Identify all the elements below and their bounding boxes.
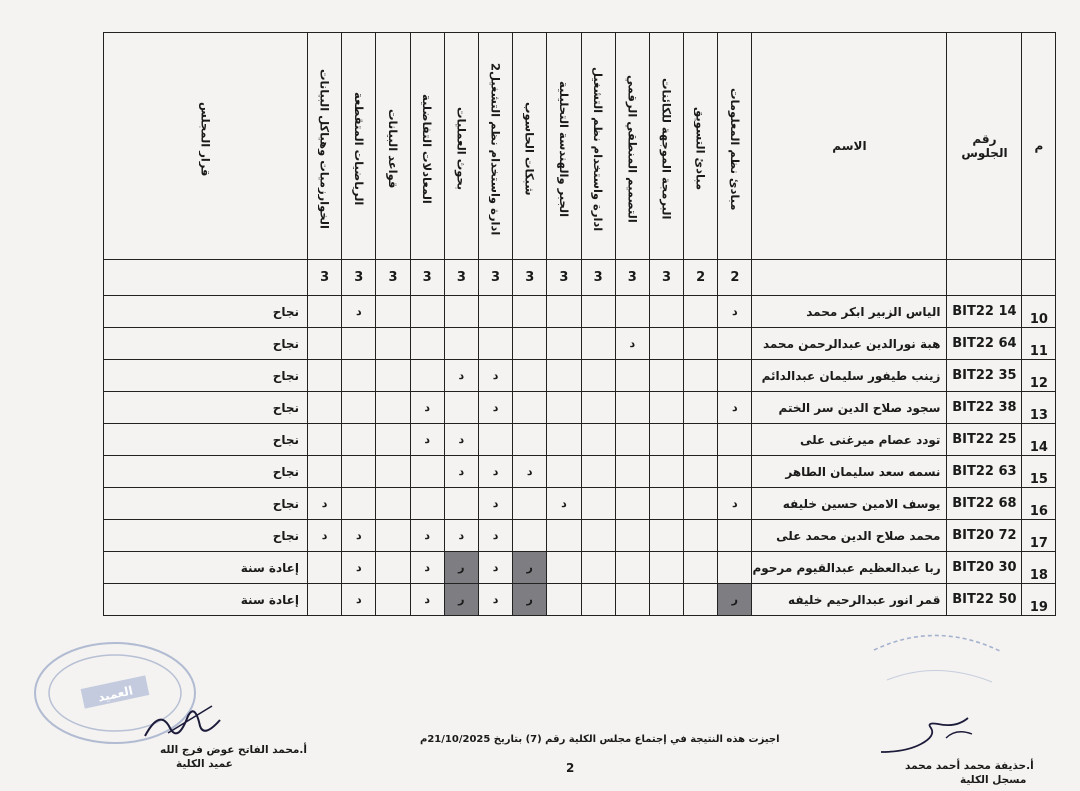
grade-cell xyxy=(615,296,649,328)
credits-blank xyxy=(947,260,1022,296)
grade-cell xyxy=(684,488,718,520)
grade-cell xyxy=(547,392,581,424)
table-row xyxy=(104,392,1056,424)
decision-cell: نجاح xyxy=(104,520,308,552)
grade-cell xyxy=(308,328,342,360)
subject-header: البرمجة الموجهة للكائنات xyxy=(649,33,683,260)
credit-hours: 3 xyxy=(649,260,683,296)
subject-header: مبادئ نظم المعلومات xyxy=(718,33,752,260)
grade-cell xyxy=(547,424,581,456)
grade-cell xyxy=(684,552,718,584)
grade-cell xyxy=(649,424,683,456)
grade-cell xyxy=(718,328,752,360)
student-name: قمر انور عبدالرحيم خليفه xyxy=(752,584,947,616)
student-name: يوسف الامين حسين خليفه xyxy=(752,488,947,520)
grade-cell: د xyxy=(478,584,512,616)
grade-cell: ر xyxy=(513,552,547,584)
grade-cell: د xyxy=(308,520,342,552)
grade-cell xyxy=(649,552,683,584)
grade-cell: د xyxy=(444,456,478,488)
seat-number: BIT22 63 xyxy=(947,456,1022,488)
grade-cell: د xyxy=(547,488,581,520)
grade-cell xyxy=(513,520,547,552)
grade-cell: د xyxy=(478,552,512,584)
decision-header: قرار المجلس xyxy=(104,33,308,260)
registrar-name: أ.حذيفة محمد أحمد محمد xyxy=(905,760,1034,772)
decision-cell: نجاح xyxy=(104,296,308,328)
grade-cell xyxy=(547,328,581,360)
credit-hours: 2 xyxy=(684,260,718,296)
grade-cell xyxy=(308,296,342,328)
grade-cell xyxy=(376,328,410,360)
header-row xyxy=(104,33,1056,260)
credit-hours: 3 xyxy=(342,260,376,296)
grade-cell xyxy=(478,296,512,328)
grade-cell xyxy=(649,520,683,552)
grade-cell xyxy=(513,328,547,360)
grade-cell xyxy=(684,584,718,616)
grade-cell: د xyxy=(478,392,512,424)
grade-cell xyxy=(342,328,376,360)
grade-cell xyxy=(615,360,649,392)
table-row xyxy=(104,584,1056,616)
grade-cell xyxy=(581,488,615,520)
grade-cell: د xyxy=(444,360,478,392)
grade-cell: د xyxy=(615,328,649,360)
grade-cell: د xyxy=(410,424,444,456)
grade-cell xyxy=(581,360,615,392)
row-index: 19 xyxy=(1022,584,1056,616)
grade-cell xyxy=(376,488,410,520)
decision-cell: نجاح xyxy=(104,456,308,488)
credits-blank xyxy=(104,260,308,296)
grade-cell xyxy=(581,392,615,424)
row-index: 12 xyxy=(1022,360,1056,392)
seat-number: BIT22 68 xyxy=(947,488,1022,520)
credit-hours: 3 xyxy=(547,260,581,296)
credit-hours: 3 xyxy=(410,260,444,296)
grade-cell xyxy=(513,392,547,424)
grade-cell xyxy=(649,456,683,488)
student-name: ربا عبدالعظيم عبدالقيوم مرحوم xyxy=(752,552,947,584)
credits-row xyxy=(104,260,1056,296)
grade-cell xyxy=(376,520,410,552)
student-name: نسمه سعد سليمان الطاهر xyxy=(752,456,947,488)
results-table xyxy=(103,32,1056,616)
grade-cell xyxy=(684,296,718,328)
stamp-label: العميد xyxy=(96,683,135,705)
grade-cell xyxy=(581,552,615,584)
credit-hours: 3 xyxy=(376,260,410,296)
student-name: سجود صلاح الدين سر الختم xyxy=(752,392,947,424)
grade-cell xyxy=(444,296,478,328)
decision-cell: نجاح xyxy=(104,328,308,360)
grade-cell xyxy=(308,456,342,488)
grade-cell xyxy=(376,296,410,328)
subject-header: الرياضيات المتقطعة xyxy=(342,33,376,260)
credit-hours: 3 xyxy=(478,260,512,296)
grade-cell xyxy=(308,584,342,616)
seat-header: رقم الجلوس xyxy=(947,33,1022,260)
grade-cell xyxy=(376,552,410,584)
credit-hours: 2 xyxy=(718,260,752,296)
grade-cell: د xyxy=(410,520,444,552)
grade-cell xyxy=(444,392,478,424)
grade-cell xyxy=(308,360,342,392)
grade-cell xyxy=(649,296,683,328)
grade-cell xyxy=(342,424,376,456)
grade-cell xyxy=(684,520,718,552)
grade-cell xyxy=(342,392,376,424)
decision-cell: نجاح xyxy=(104,488,308,520)
grade-cell xyxy=(615,456,649,488)
credits-blank xyxy=(1022,260,1056,296)
grade-cell xyxy=(547,552,581,584)
grade-cell xyxy=(547,360,581,392)
grade-cell: د xyxy=(342,296,376,328)
subject-header: ادارة واستخدام نظم التشغيل xyxy=(581,33,615,260)
row-index: 11 xyxy=(1022,328,1056,360)
grade-cell xyxy=(444,328,478,360)
grade-cell xyxy=(718,520,752,552)
grade-cell xyxy=(376,584,410,616)
grade-cell xyxy=(478,328,512,360)
student-name: الياس الزبير ابكر محمد xyxy=(752,296,947,328)
dean-name: أ.محمد الفاتح عوض فرج الله xyxy=(160,744,307,756)
grade-cell: د xyxy=(718,488,752,520)
credit-hours: 3 xyxy=(581,260,615,296)
grade-cell xyxy=(718,552,752,584)
grade-cell: د xyxy=(444,424,478,456)
decision-cell: إعادة سنة xyxy=(104,552,308,584)
grade-cell xyxy=(376,456,410,488)
grade-cell xyxy=(581,520,615,552)
grade-cell xyxy=(649,328,683,360)
credit-hours: 3 xyxy=(308,260,342,296)
grade-cell xyxy=(376,360,410,392)
grade-cell: د xyxy=(478,520,512,552)
index-header: م xyxy=(1022,33,1056,260)
decision-cell: نجاح xyxy=(104,360,308,392)
seat-number: BIT22 35 xyxy=(947,360,1022,392)
row-index: 17 xyxy=(1022,520,1056,552)
registrar-title: مسجل الكلية xyxy=(960,774,1027,786)
grade-cell xyxy=(615,424,649,456)
decision-cell: نجاح xyxy=(104,424,308,456)
grade-cell xyxy=(718,360,752,392)
dean-signature xyxy=(140,698,230,748)
grade-cell xyxy=(342,456,376,488)
grade-cell xyxy=(513,424,547,456)
grade-cell xyxy=(615,584,649,616)
subject-header: قواعد البيانات xyxy=(376,33,410,260)
approval-note: اجيزت هذه النتيجة في إجتماع مجلس الكلية رقم (7) بتاريخ 21/10/2025م xyxy=(420,734,780,745)
grade-cell xyxy=(684,424,718,456)
grade-cell xyxy=(581,584,615,616)
name-header: الاسم xyxy=(752,33,947,260)
grade-cell xyxy=(308,392,342,424)
grade-cell xyxy=(581,424,615,456)
grade-cell xyxy=(513,296,547,328)
grade-cell xyxy=(684,392,718,424)
grade-cell xyxy=(376,424,410,456)
registrar-signature xyxy=(876,708,986,760)
grade-cell: ر xyxy=(444,552,478,584)
seat-number: BIT22 14 xyxy=(947,296,1022,328)
row-index: 14 xyxy=(1022,424,1056,456)
decision-cell: نجاح xyxy=(104,392,308,424)
grade-cell xyxy=(547,456,581,488)
grade-cell: د xyxy=(478,456,512,488)
row-index: 16 xyxy=(1022,488,1056,520)
seat-number: BIT22 50 xyxy=(947,584,1022,616)
grade-cell xyxy=(308,552,342,584)
grade-cell xyxy=(718,424,752,456)
grade-cell xyxy=(615,552,649,584)
credit-hours: 3 xyxy=(615,260,649,296)
table-row xyxy=(104,424,1056,456)
row-index: 18 xyxy=(1022,552,1056,584)
grade-cell: د xyxy=(513,456,547,488)
grade-cell xyxy=(513,360,547,392)
student-name: تودد عصام ميرغنى على xyxy=(752,424,947,456)
grade-cell: د xyxy=(410,552,444,584)
table-row xyxy=(104,360,1056,392)
row-index: 15 xyxy=(1022,456,1056,488)
grade-cell xyxy=(615,488,649,520)
grade-cell: د xyxy=(718,392,752,424)
table-row xyxy=(104,488,1056,520)
seat-number: BIT22 25 xyxy=(947,424,1022,456)
grade-cell xyxy=(410,296,444,328)
seat-number: BIT20 30 xyxy=(947,552,1022,584)
subject-header: ادارة واستخدام نظم التشغيل2 xyxy=(478,33,512,260)
grade-cell xyxy=(513,488,547,520)
grade-cell: د xyxy=(342,584,376,616)
grade-cell xyxy=(410,456,444,488)
grade-cell xyxy=(478,424,512,456)
grade-cell: د xyxy=(478,360,512,392)
subject-header: المعادلات التفاضلية xyxy=(410,33,444,260)
page-number: 2 xyxy=(566,761,575,775)
grade-cell: د xyxy=(342,520,376,552)
grade-cell xyxy=(649,584,683,616)
grade-cell: د xyxy=(410,584,444,616)
grade-cell xyxy=(684,328,718,360)
student-name: محمد صلاح الدين محمد على xyxy=(752,520,947,552)
student-name: زينب طيفور سليمان عبدالدائم xyxy=(752,360,947,392)
grade-cell xyxy=(718,456,752,488)
seat-number: BIT22 38 xyxy=(947,392,1022,424)
grade-cell xyxy=(547,296,581,328)
subject-header: شبكات الحاسوب xyxy=(513,33,547,260)
decision-cell: إعادة سنة xyxy=(104,584,308,616)
grade-cell: د xyxy=(342,552,376,584)
grade-cell xyxy=(342,488,376,520)
table-row xyxy=(104,552,1056,584)
table-row xyxy=(104,296,1056,328)
grade-cell: د xyxy=(718,296,752,328)
grade-cell xyxy=(410,360,444,392)
grade-cell xyxy=(649,392,683,424)
table-row xyxy=(104,328,1056,360)
grade-cell xyxy=(615,392,649,424)
subject-header: التصميم المنطقي الرقمي xyxy=(615,33,649,260)
dean-title: عميد الكلية xyxy=(176,758,233,770)
grade-cell xyxy=(547,584,581,616)
grade-cell xyxy=(684,360,718,392)
table-row xyxy=(104,520,1056,552)
grade-cell xyxy=(410,488,444,520)
grade-cell xyxy=(410,328,444,360)
credit-hours: 3 xyxy=(513,260,547,296)
grade-cell xyxy=(649,488,683,520)
grade-cell xyxy=(444,488,478,520)
row-index: 13 xyxy=(1022,392,1056,424)
grade-cell xyxy=(581,456,615,488)
grade-cell: ر xyxy=(444,584,478,616)
grade-cell: ر xyxy=(513,584,547,616)
grade-cell: د xyxy=(444,520,478,552)
grade-cell xyxy=(342,360,376,392)
grade-cell: د xyxy=(308,488,342,520)
credits-blank xyxy=(752,260,947,296)
grade-cell xyxy=(581,296,615,328)
grade-cell: د xyxy=(478,488,512,520)
grade-cell xyxy=(376,392,410,424)
seat-number: BIT20 72 xyxy=(947,520,1022,552)
grade-cell: ر xyxy=(718,584,752,616)
credit-hours: 3 xyxy=(444,260,478,296)
subject-header: بحوث العمليات xyxy=(444,33,478,260)
grade-cell xyxy=(581,328,615,360)
grade-cell xyxy=(308,424,342,456)
grade-cell xyxy=(547,520,581,552)
row-index: 10 xyxy=(1022,296,1056,328)
student-name: هبة نورالدين عبدالرحمن محمد xyxy=(752,328,947,360)
grade-cell xyxy=(684,456,718,488)
grade-cell xyxy=(615,520,649,552)
subject-header: الخوارزميات وهياكل البيانات xyxy=(308,33,342,260)
table-row xyxy=(104,456,1056,488)
subject-header: مبادئ التسويق xyxy=(684,33,718,260)
grade-cell: د xyxy=(410,392,444,424)
subject-header: الجبر والهندسة التحليلية xyxy=(547,33,581,260)
seat-number: BIT22 64 xyxy=(947,328,1022,360)
grade-cell xyxy=(649,360,683,392)
